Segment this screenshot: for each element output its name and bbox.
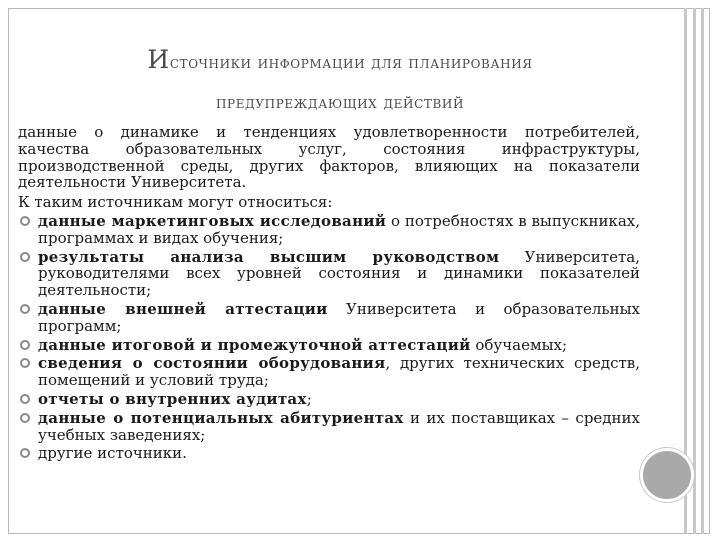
bullet-icon (20, 394, 30, 404)
item-text: Университета и образовательных программ; (38, 299, 640, 335)
item-text: о потребностях в выпускниках, программах и видах обучения; (38, 211, 640, 247)
list-item (18, 391, 640, 408)
title-line-1-text: сточники информации для планирования (169, 53, 533, 73)
bullet-icon (20, 252, 30, 262)
lead-in-text: К таким источникам могут относиться: (18, 193, 333, 212)
bullet-icon (20, 448, 30, 458)
item-bold: сведения о состоянии оборудования (38, 354, 386, 373)
item-bold: отчеты о внутренних аудитах (38, 389, 307, 408)
item-text: другие источники. (38, 444, 187, 463)
decor-bar (701, 8, 704, 534)
item-text: обучаемых; (470, 335, 568, 354)
title-line-2: предупреждающих действий (215, 93, 465, 113)
list-item (18, 445, 640, 462)
item-bold: данные маркетинговых исследований (38, 211, 387, 230)
decor-bar (693, 8, 696, 534)
slide-title (0, 40, 680, 123)
item-text: Университета, руководителями всех уровней состояния и динамики показателей деятельности; (38, 247, 640, 300)
title-initial: И (147, 45, 170, 74)
sources-list (18, 213, 640, 462)
list-item (18, 213, 640, 247)
item-text: и их поставщиках – средних учебных заведениях; (38, 408, 640, 444)
slide-body (18, 124, 640, 462)
decor-circle (640, 448, 694, 502)
list-item (18, 301, 640, 335)
bullet-icon (20, 413, 30, 423)
item-text: ; (306, 389, 312, 408)
intro-paragraph: данные о динамике и тенденциях удовлетворенности потребителей, качества образовательных услуг, состояния инфраструктуры, производственной среды, других факторов, влияющих на показатели деятельности Университета. (18, 123, 640, 192)
item-bold: данные о потенциальных абитуриентах (38, 408, 404, 427)
item-text: , других технических средств, помещений и условий труда; (38, 354, 640, 390)
bullet-icon (20, 358, 30, 368)
item-bold: данные итоговой и промежуточной аттестаций (38, 335, 471, 354)
list-item (18, 410, 640, 444)
item-bold: данные внешней аттестации (38, 299, 328, 318)
bullet-icon (20, 216, 30, 226)
item-bold: результаты анализа высшим руководством (38, 247, 500, 266)
bullet-icon (20, 340, 30, 350)
bullet-icon (20, 304, 30, 314)
list-item (18, 337, 640, 354)
list-item (18, 355, 640, 389)
list-item (18, 249, 640, 299)
title-line-1 (0, 40, 680, 83)
